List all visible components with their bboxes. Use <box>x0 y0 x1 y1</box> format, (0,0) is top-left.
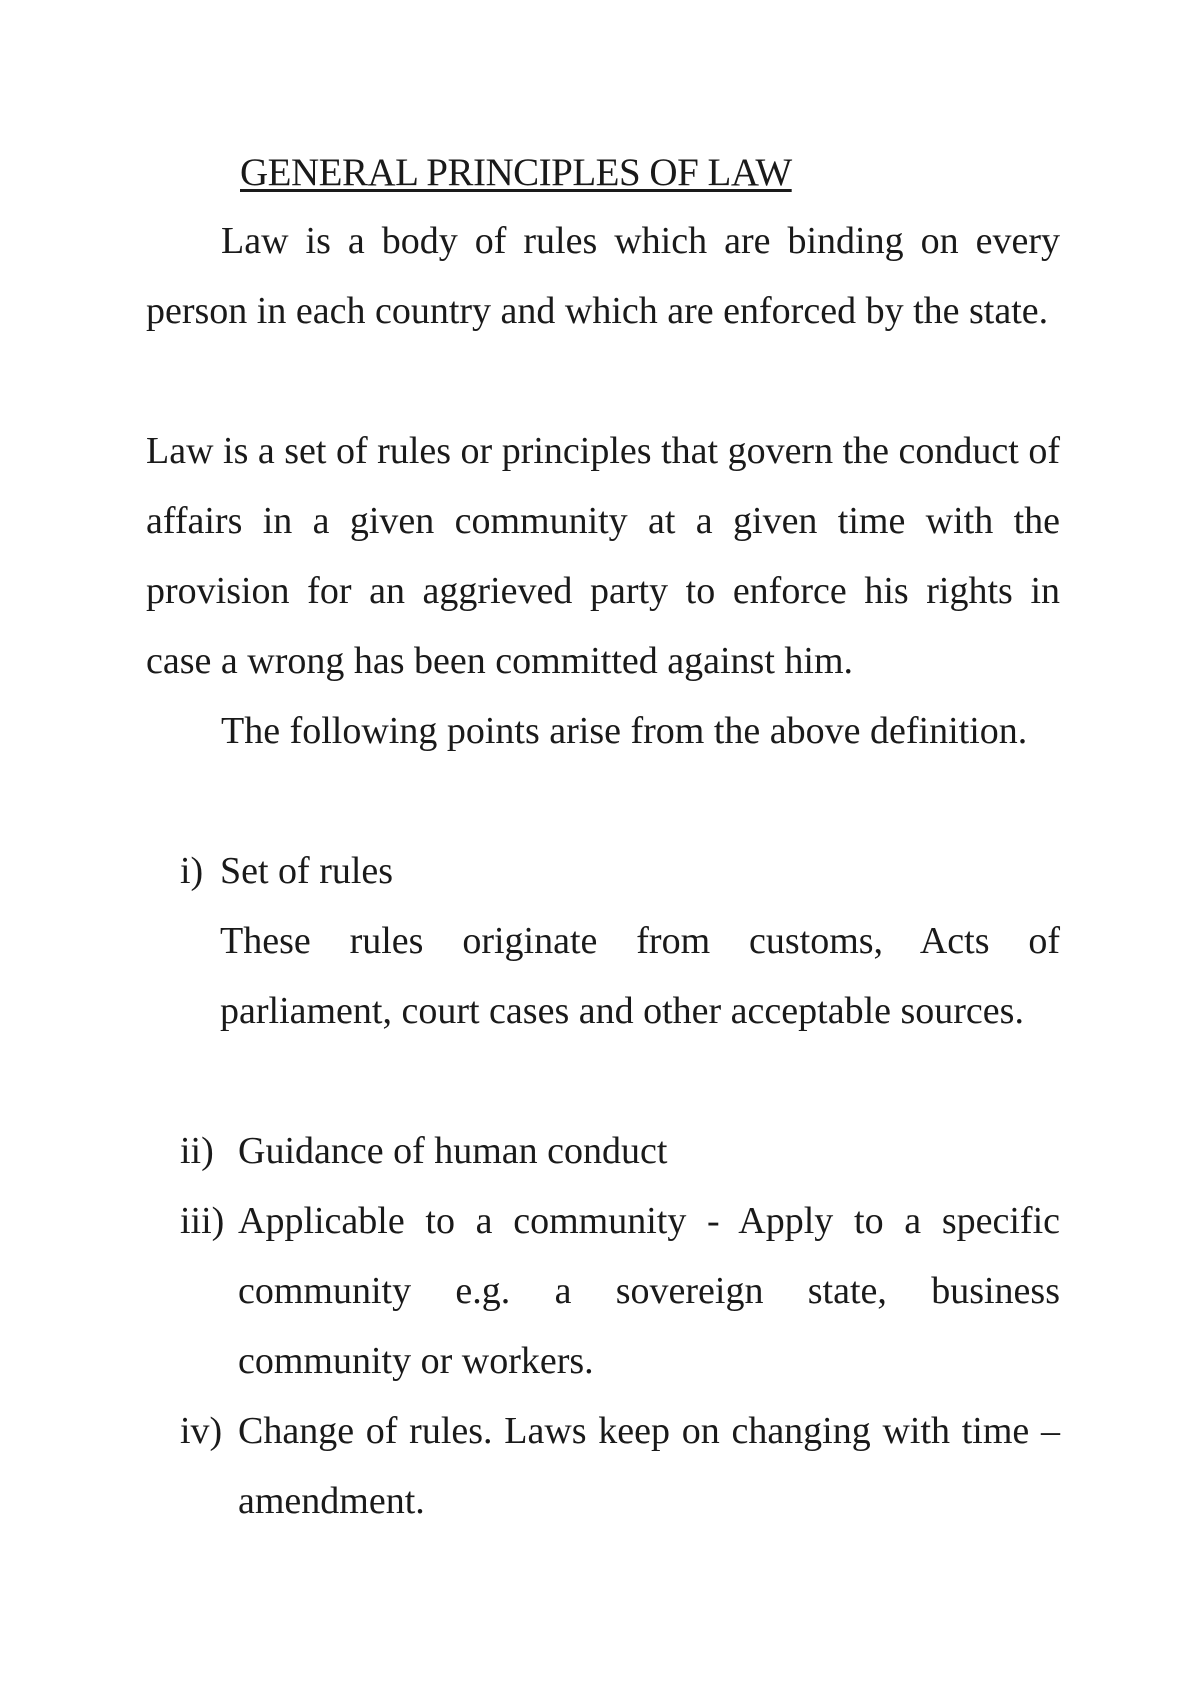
list-item-text: Applicable to a community - Apply to a specific community e.g. a sovereign state, business community or workers. <box>238 1200 1060 1382</box>
list-item-marker: iii) <box>180 1200 225 1242</box>
definition-paragraph-2: Law is a set of rules or principles that govern the conduct of affairs in a given community at a given time with the provision for an aggrieved party to enforce his rights in case a wrong has been committed against him. <box>146 430 1060 682</box>
list-item-heading: Set of rules <box>220 850 394 892</box>
list-item-marker: ii) <box>180 1130 214 1172</box>
list-item-heading: Guidance of human conduct <box>238 1130 668 1172</box>
definition-paragraph-1: Law is a body of rules which are binding on every person in each country and which are enforced by the state. <box>146 220 1060 332</box>
list-item-marker: i) <box>180 850 204 892</box>
list-item-text: Change of rules. Laws keep on changing with time –amendment. <box>238 1410 1060 1522</box>
points-intro-paragraph: The following points arise from the above definition. <box>221 710 1028 752</box>
list-item-description: These rules originate from customs, Acts of parliament, court cases and other acceptable sources. <box>220 920 1060 1032</box>
document-title: GENERAL PRINCIPLES OF LAW <box>240 151 792 194</box>
list-item-marker: iv) <box>180 1410 223 1452</box>
